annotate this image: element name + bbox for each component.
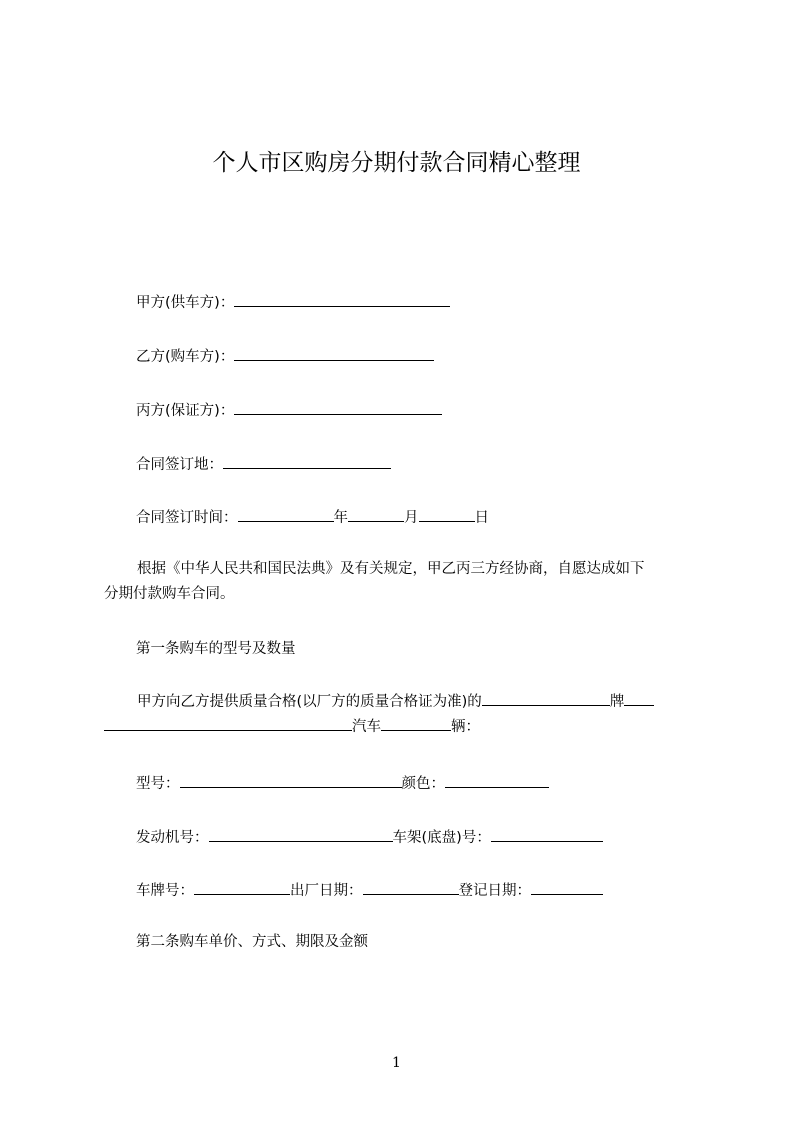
party-a-line <box>136 291 450 313</box>
engine-blank[interactable] <box>209 826 393 842</box>
model-line <box>136 772 549 794</box>
engine-label: 发动机号： <box>136 830 209 846</box>
model-blank[interactable] <box>180 772 402 788</box>
factory-date-blank[interactable] <box>363 879 459 895</box>
party-b-line <box>136 345 434 367</box>
page-number: 1 <box>392 1055 401 1071</box>
color-label: 颜色： <box>401 776 445 792</box>
party-a-label: 甲方(供车方)： <box>136 295 235 311</box>
plate-blank[interactable] <box>194 879 290 895</box>
party-c-blank[interactable] <box>234 399 442 415</box>
supply-text: 甲方向乙方提供质量合格(以厂方的质量合格证为准)的 <box>137 694 482 710</box>
sign-place-blank[interactable] <box>223 453 391 469</box>
month-label: 月 <box>404 510 419 526</box>
intro-line-1: 根据《中华人民共和国民法典》及有关规定，甲乙丙三方经协商，自愿达成如下 <box>137 561 645 577</box>
article-2-heading: 第二条购车单价、方式、期限及金额 <box>136 934 368 950</box>
frame-label: 车架(底盘)号： <box>392 830 491 846</box>
unit-label: 辆： <box>451 719 480 735</box>
brand-blank[interactable] <box>482 690 610 706</box>
day-label: 日 <box>474 510 489 526</box>
reg-date-blank[interactable] <box>531 879 603 895</box>
reg-date-label: 登记日期： <box>458 883 531 899</box>
article-1-heading: 第一条购车的型号及数量 <box>136 641 296 657</box>
model-label: 型号： <box>136 776 180 792</box>
intro-paragraph <box>104 557 704 607</box>
supply-paragraph <box>104 690 704 740</box>
plate-label: 车牌号： <box>136 883 194 899</box>
frame-blank[interactable] <box>491 826 603 842</box>
sign-time-line <box>136 506 489 528</box>
plate-line <box>136 879 603 901</box>
party-c-label: 丙方(保证方)： <box>136 403 235 419</box>
party-a-blank[interactable] <box>234 291 450 307</box>
party-c-line <box>136 399 442 421</box>
car-label: 汽车 <box>352 719 381 735</box>
month-blank[interactable] <box>348 506 404 522</box>
brand-tail-blank[interactable] <box>624 690 654 706</box>
engine-line <box>136 826 603 848</box>
intro-line-2: 分期付款购车合同。 <box>104 586 235 602</box>
party-b-label: 乙方(购车方)： <box>136 349 235 365</box>
car-model-blank[interactable] <box>104 715 352 731</box>
factory-date-label: 出厂日期： <box>290 883 363 899</box>
day-blank[interactable] <box>419 506 475 522</box>
party-b-blank[interactable] <box>234 345 434 361</box>
sign-place-label: 合同签订地： <box>136 457 223 473</box>
sign-time-label: 合同签订时间： <box>136 510 238 526</box>
document-title: 个人市区购房分期付款合同精心整理 <box>212 150 581 176</box>
supply-line-1 <box>104 690 704 715</box>
quantity-blank[interactable] <box>381 715 451 731</box>
supply-line-2 <box>104 715 704 740</box>
sign-place-line <box>136 453 391 475</box>
year-label: 年 <box>333 510 348 526</box>
brand-label: 牌 <box>609 694 625 710</box>
year-blank[interactable] <box>238 506 334 522</box>
color-blank[interactable] <box>445 772 549 788</box>
